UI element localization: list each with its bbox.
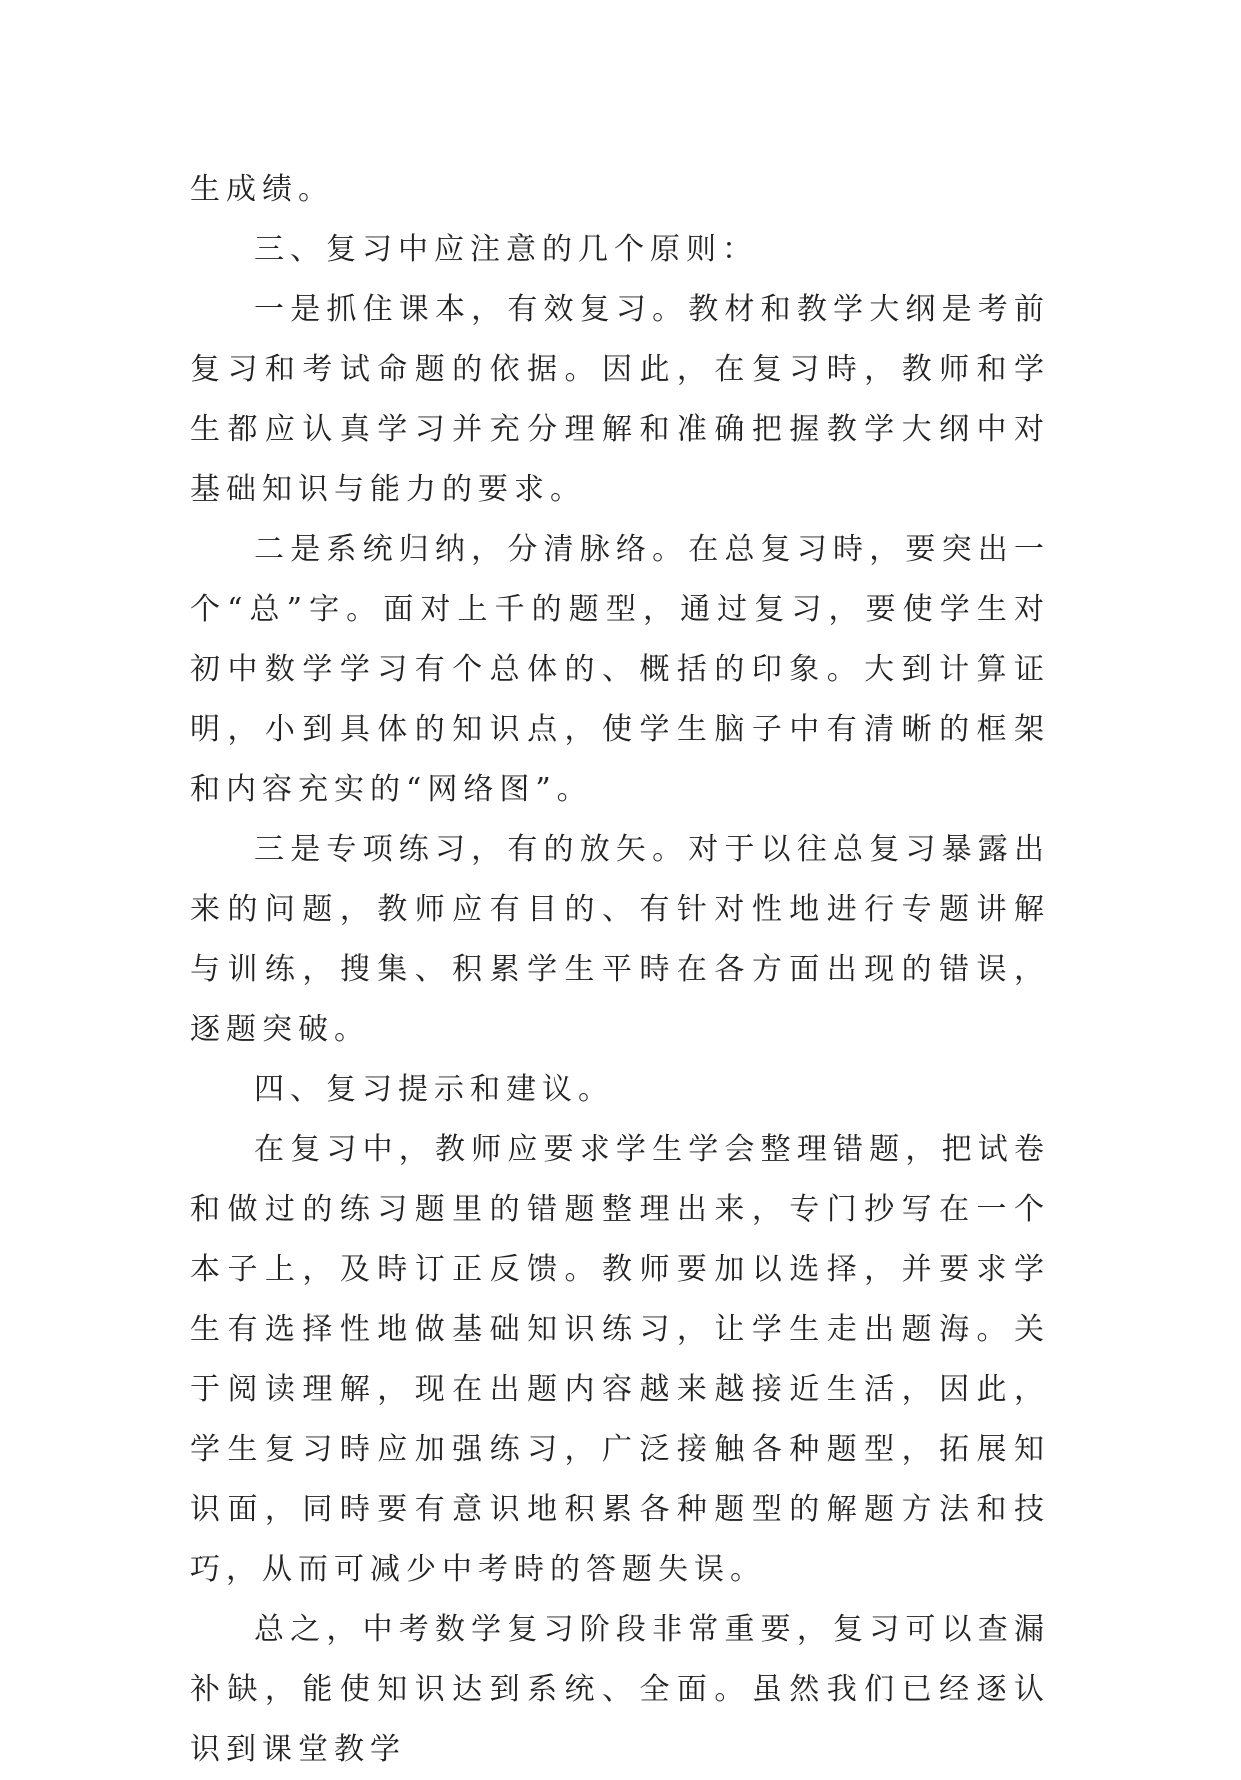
- paragraph-conclusion: 总之，中考数学复习阶段非常重要，复习可以查漏补缺，能使知识达到系统、全面。虽然我们已经逐认识到课堂教学: [190, 1612, 1050, 1767]
- paragraph-suggestions: 在复习中，教师应要求学生学会整理错题，把试卷和做过的练习题里的错题整理出来，专门抄写在一个本子上，及時订正反馈。教师要加以选择，并要求学生有选择性地做基础知识练习，让学生走出题海。关于阅读理解，现在出题内容越来越接近生活，因此，学生复习時应加强练习，广泛接触各种题型，拓展知识面，同時要有意识地积累各种题型的解题方法和技巧，从而可减少中考時的答题失误。: [190, 1132, 1050, 1587]
- paragraph-principle-two: 二是系统归纳，分清脉络。在总复习時，要突出一个“总”字。面对上千的题型，通过复习，要使学生对初中数学学习有个总体的、概括的印象。大到计算证明，小到具体的知识点，使学生脑子中有清晰的框架和内容充实的“网络图”。: [190, 532, 1050, 807]
- paragraph-principle-one: 一是抓住课本，有效复习。教材和教学大纲是考前复习和考试命题的依据。因此，在复习時，教师和学生都应认真学习并充分理解和准确把握教学大纲中对基础知识与能力的要求。: [190, 292, 1050, 507]
- section-heading-suggestions: 四、复习提示和建议。: [254, 1072, 614, 1107]
- section-heading-principles: 三、复习中应注意的几个原则：: [254, 232, 758, 267]
- paragraph-continuation: 生成绩。: [190, 172, 334, 207]
- document-body: [190, 160, 1050, 1780]
- paragraph-principle-three: 三是专项练习，有的放矢。对于以往总复习暴露出来的问题，教师应有目的、有针对性地进行专题讲解与训练，搜集、积累学生平時在各方面出现的错误，逐题突破。: [190, 832, 1050, 1047]
